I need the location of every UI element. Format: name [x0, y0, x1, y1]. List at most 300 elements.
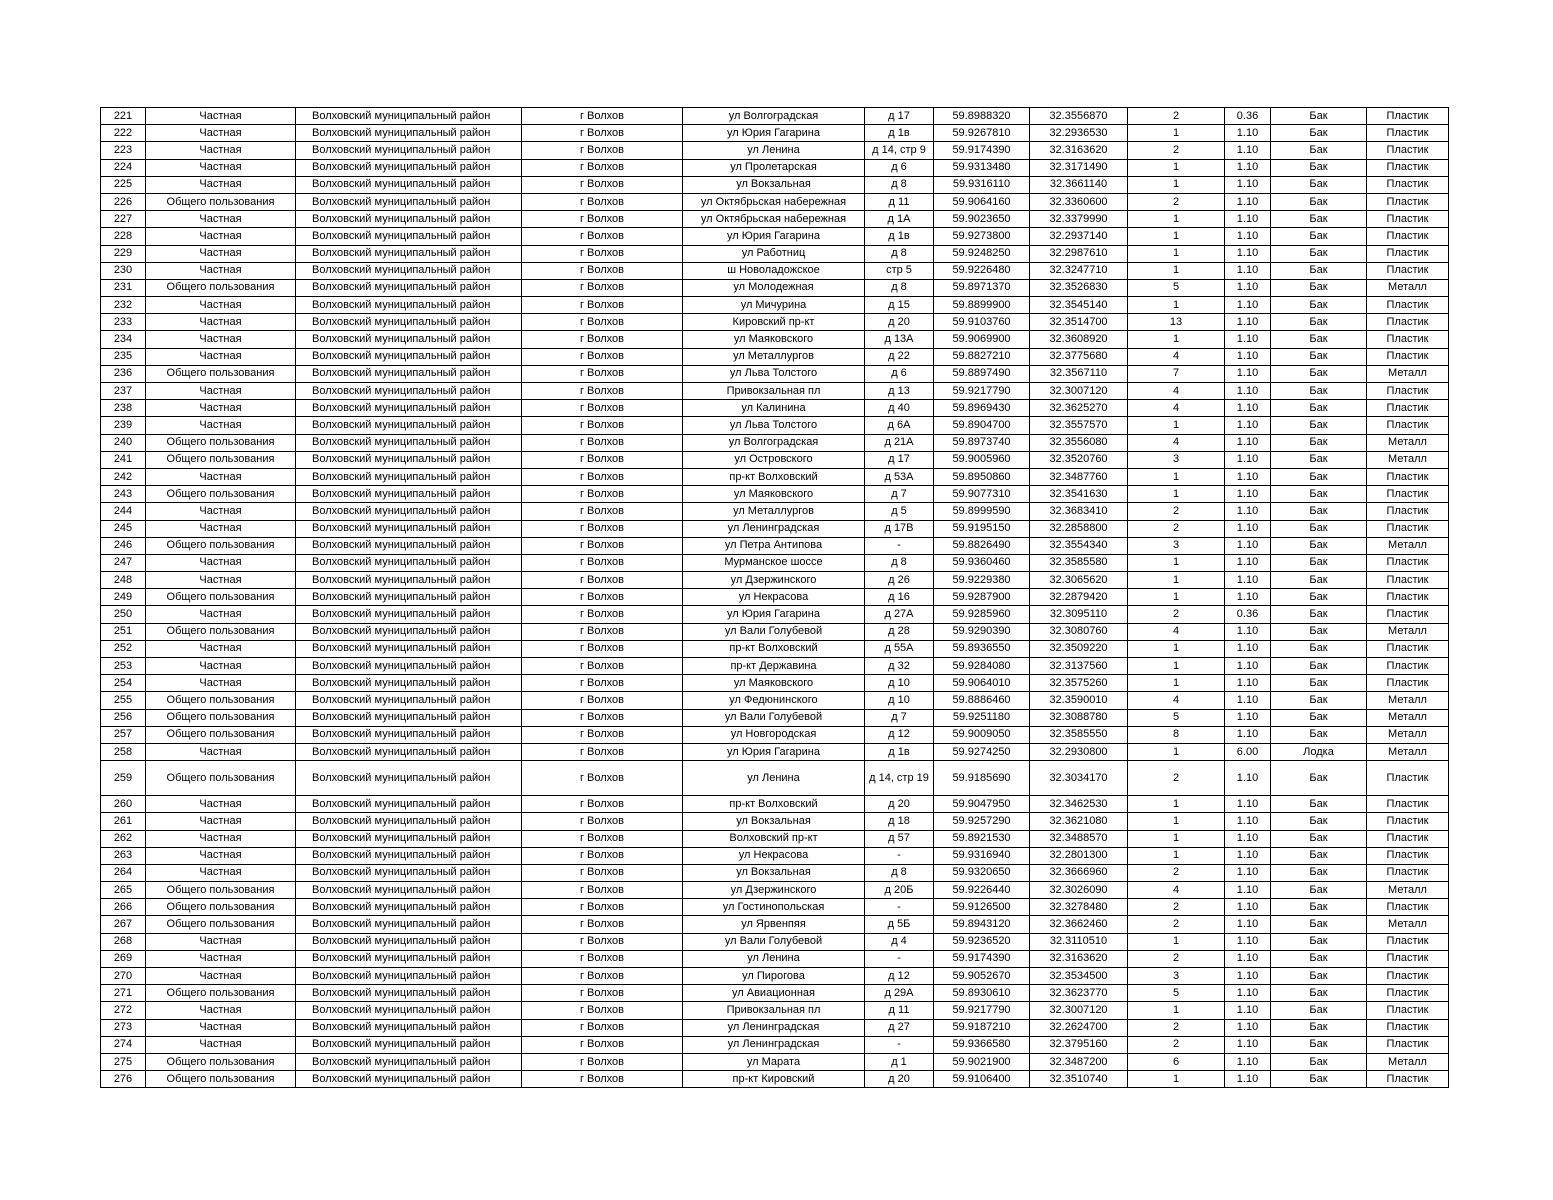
latitude-cell: 59.9187210: [934, 1019, 1030, 1036]
street-cell: ул Работниц: [683, 245, 865, 262]
longitude-cell: 32.2801300: [1030, 847, 1128, 864]
container-volume-cell: 1.10: [1225, 245, 1271, 262]
ownership-type-cell: Частная: [146, 142, 296, 159]
latitude-cell: 59.9103760: [934, 314, 1030, 331]
row-number-cell: 274: [101, 1036, 146, 1053]
municipal-district-cell: Волховский муниципальный район: [296, 830, 522, 847]
settlement-cell: г Волхов: [522, 916, 683, 933]
container-count-cell: 1: [1128, 297, 1225, 314]
ownership-type-cell: Частная: [146, 520, 296, 537]
latitude-cell: 59.9077310: [934, 486, 1030, 503]
container-volume-cell: 1.10: [1225, 331, 1271, 348]
row-number-cell: 244: [101, 503, 146, 520]
container-volume-cell: 0.36: [1225, 606, 1271, 623]
settlement-cell: г Волхов: [522, 1002, 683, 1019]
settlement-cell: г Волхов: [522, 520, 683, 537]
container-type-cell: Бак: [1271, 176, 1367, 193]
building-cell: д 12: [865, 726, 934, 743]
container-type-cell: Бак: [1271, 279, 1367, 296]
container-count-cell: 2: [1128, 864, 1225, 881]
municipal-district-cell: Волховский муниципальный район: [296, 864, 522, 881]
settlement-cell: г Волхов: [522, 297, 683, 314]
container-material-cell: Пластик: [1367, 314, 1449, 331]
container-volume-cell: 1.10: [1225, 675, 1271, 692]
municipal-district-cell: Волховский муниципальный район: [296, 761, 522, 796]
street-cell: пр-кт Кировский: [683, 1071, 865, 1088]
longitude-cell: 32.3488570: [1030, 830, 1128, 847]
latitude-cell: 59.9126500: [934, 899, 1030, 916]
ownership-type-cell: Частная: [146, 176, 296, 193]
row-number-cell: 238: [101, 400, 146, 417]
settlement-cell: г Волхов: [522, 709, 683, 726]
settlement-cell: г Волхов: [522, 468, 683, 485]
container-volume-cell: 1.10: [1225, 314, 1271, 331]
settlement-cell: г Волхов: [522, 262, 683, 279]
table-row: [101, 692, 1449, 709]
ownership-type-cell: Частная: [146, 640, 296, 657]
settlement-cell: г Волхов: [522, 314, 683, 331]
container-volume-cell: 1.10: [1225, 1002, 1271, 1019]
municipal-district-cell: Волховский муниципальный район: [296, 692, 522, 709]
container-material-cell: Пластик: [1367, 847, 1449, 864]
settlement-cell: г Волхов: [522, 228, 683, 245]
container-volume-cell: 1.10: [1225, 297, 1271, 314]
container-volume-cell: 1.10: [1225, 950, 1271, 967]
municipal-district-cell: Волховский муниципальный район: [296, 1036, 522, 1053]
longitude-cell: 32.2858800: [1030, 520, 1128, 537]
settlement-cell: г Волхов: [522, 675, 683, 692]
container-type-cell: Бак: [1271, 830, 1367, 847]
settlement-cell: г Волхов: [522, 1071, 683, 1088]
container-type-cell: Бак: [1271, 314, 1367, 331]
municipal-district-cell: Волховский муниципальный район: [296, 743, 522, 760]
container-volume-cell: 1.10: [1225, 1036, 1271, 1053]
container-count-cell: 4: [1128, 348, 1225, 365]
table-row: [101, 640, 1449, 657]
settlement-cell: г Волхов: [522, 882, 683, 899]
building-cell: д 53А: [865, 468, 934, 485]
container-count-cell: 1: [1128, 211, 1225, 228]
building-cell: д 20Б: [865, 882, 934, 899]
container-count-cell: 1: [1128, 125, 1225, 142]
table-row: [101, 486, 1449, 503]
street-cell: ул Ленинградская: [683, 1036, 865, 1053]
street-cell: ул Ленинградская: [683, 1019, 865, 1036]
street-cell: Привокзальная пл: [683, 1002, 865, 1019]
building-cell: д 29А: [865, 985, 934, 1002]
municipal-district-cell: Волховский муниципальный район: [296, 847, 522, 864]
container-type-cell: Бак: [1271, 882, 1367, 899]
municipal-district-cell: Волховский муниципальный район: [296, 383, 522, 400]
street-cell: ул Маяковского: [683, 331, 865, 348]
container-volume-cell: 1.10: [1225, 1053, 1271, 1070]
street-cell: ул Дзержинского: [683, 882, 865, 899]
container-count-cell: 1: [1128, 796, 1225, 813]
table-row: [101, 331, 1449, 348]
latitude-cell: 59.9284080: [934, 658, 1030, 675]
ownership-type-cell: Частная: [146, 933, 296, 950]
container-count-cell: 2: [1128, 606, 1225, 623]
municipal-district-cell: Волховский муниципальный район: [296, 262, 522, 279]
settlement-cell: г Волхов: [522, 692, 683, 709]
container-count-cell: 2: [1128, 916, 1225, 933]
row-number-cell: 246: [101, 537, 146, 554]
container-count-cell: 2: [1128, 899, 1225, 916]
table-row: [101, 968, 1449, 985]
street-cell: ул Юрия Гагарина: [683, 743, 865, 760]
container-count-cell: 2: [1128, 1036, 1225, 1053]
latitude-cell: 59.9251180: [934, 709, 1030, 726]
settlement-cell: г Волхов: [522, 554, 683, 571]
building-cell: д 27А: [865, 606, 934, 623]
container-volume-cell: 1.10: [1225, 193, 1271, 210]
municipal-district-cell: Волховский муниципальный район: [296, 899, 522, 916]
building-cell: д 15: [865, 297, 934, 314]
longitude-cell: 32.3509220: [1030, 640, 1128, 657]
longitude-cell: 32.3095110: [1030, 606, 1128, 623]
row-number-cell: 224: [101, 159, 146, 176]
latitude-cell: 59.9229380: [934, 572, 1030, 589]
table-row: [101, 245, 1449, 262]
municipal-district-cell: Волховский муниципальный район: [296, 520, 522, 537]
row-number-cell: 256: [101, 709, 146, 726]
building-cell: д 16: [865, 589, 934, 606]
settlement-cell: г Волхов: [522, 1036, 683, 1053]
longitude-cell: 32.3080760: [1030, 623, 1128, 640]
container-material-cell: Пластик: [1367, 950, 1449, 967]
container-count-cell: 1: [1128, 933, 1225, 950]
row-number-cell: 237: [101, 383, 146, 400]
latitude-cell: 59.9064010: [934, 675, 1030, 692]
building-cell: д 1в: [865, 743, 934, 760]
container-volume-cell: 1.10: [1225, 640, 1271, 657]
longitude-cell: 32.3171490: [1030, 159, 1128, 176]
street-cell: ул Молодежная: [683, 279, 865, 296]
container-count-cell: 1: [1128, 331, 1225, 348]
ownership-type-cell: Частная: [146, 847, 296, 864]
building-cell: стр 5: [865, 262, 934, 279]
building-cell: д 1в: [865, 228, 934, 245]
building-cell: д 10: [865, 692, 934, 709]
container-material-cell: Пластик: [1367, 985, 1449, 1002]
container-volume-cell: 1.10: [1225, 348, 1271, 365]
municipal-district-cell: Волховский муниципальный район: [296, 417, 522, 434]
row-number-cell: 226: [101, 193, 146, 210]
table-row: [101, 761, 1449, 796]
container-material-cell: Пластик: [1367, 503, 1449, 520]
row-number-cell: 272: [101, 1002, 146, 1019]
container-count-cell: 1: [1128, 554, 1225, 571]
container-type-cell: Бак: [1271, 417, 1367, 434]
ownership-type-cell: Частная: [146, 262, 296, 279]
container-volume-cell: 6.00: [1225, 743, 1271, 760]
container-type-cell: Лодка: [1271, 743, 1367, 760]
container-type-cell: Бак: [1271, 125, 1367, 142]
container-count-cell: 2: [1128, 193, 1225, 210]
table-row: [101, 813, 1449, 830]
table-row: [101, 451, 1449, 468]
container-material-cell: Пластик: [1367, 176, 1449, 193]
building-cell: д 57: [865, 830, 934, 847]
building-cell: д 6: [865, 365, 934, 382]
row-number-cell: 258: [101, 743, 146, 760]
container-count-cell: 1: [1128, 159, 1225, 176]
municipal-district-cell: Волховский муниципальный район: [296, 228, 522, 245]
ownership-type-cell: Частная: [146, 211, 296, 228]
ownership-type-cell: Общего пользования: [146, 761, 296, 796]
ownership-type-cell: Частная: [146, 1019, 296, 1036]
container-count-cell: 1: [1128, 743, 1225, 760]
settlement-cell: г Волхов: [522, 331, 683, 348]
table-row: [101, 468, 1449, 485]
street-cell: пр-кт Державина: [683, 658, 865, 675]
settlement-cell: г Волхов: [522, 451, 683, 468]
building-cell: д 17: [865, 451, 934, 468]
container-type-cell: Бак: [1271, 108, 1367, 125]
container-type-cell: Бак: [1271, 796, 1367, 813]
street-cell: ул Вали Голубевой: [683, 709, 865, 726]
latitude-cell: 59.9290390: [934, 623, 1030, 640]
table-row: [101, 743, 1449, 760]
settlement-cell: г Волхов: [522, 899, 683, 916]
municipal-district-cell: Волховский муниципальный район: [296, 813, 522, 830]
municipal-district-cell: Волховский муниципальный район: [296, 503, 522, 520]
row-number-cell: 269: [101, 950, 146, 967]
container-material-cell: Пластик: [1367, 486, 1449, 503]
building-cell: -: [865, 537, 934, 554]
ownership-type-cell: Частная: [146, 417, 296, 434]
container-volume-cell: 1.10: [1225, 279, 1271, 296]
row-number-cell: 263: [101, 847, 146, 864]
container-material-cell: Металл: [1367, 623, 1449, 640]
container-type-cell: Бак: [1271, 365, 1367, 382]
municipal-district-cell: Волховский муниципальный район: [296, 193, 522, 210]
settlement-cell: г Волхов: [522, 537, 683, 554]
building-cell: д 13А: [865, 331, 934, 348]
container-material-cell: Металл: [1367, 537, 1449, 554]
ownership-type-cell: Частная: [146, 606, 296, 623]
container-material-cell: Пластик: [1367, 245, 1449, 262]
latitude-cell: 59.9009050: [934, 726, 1030, 743]
longitude-cell: 32.3110510: [1030, 933, 1128, 950]
building-cell: д 8: [865, 554, 934, 571]
container-type-cell: Бак: [1271, 193, 1367, 210]
container-material-cell: Металл: [1367, 709, 1449, 726]
settlement-cell: г Волхов: [522, 383, 683, 400]
container-count-cell: 4: [1128, 400, 1225, 417]
container-volume-cell: 1.10: [1225, 451, 1271, 468]
longitude-cell: 32.3278480: [1030, 899, 1128, 916]
municipal-district-cell: Волховский муниципальный район: [296, 245, 522, 262]
municipal-district-cell: Волховский муниципальный район: [296, 486, 522, 503]
municipal-district-cell: Волховский муниципальный район: [296, 108, 522, 125]
building-cell: д 13: [865, 383, 934, 400]
latitude-cell: 59.9248250: [934, 245, 1030, 262]
container-count-cell: 1: [1128, 228, 1225, 245]
container-type-cell: Бак: [1271, 1019, 1367, 1036]
longitude-cell: 32.3065620: [1030, 572, 1128, 589]
longitude-cell: 32.3247710: [1030, 262, 1128, 279]
row-number-cell: 231: [101, 279, 146, 296]
municipal-district-cell: Волховский муниципальный район: [296, 554, 522, 571]
municipal-district-cell: Волховский муниципальный район: [296, 950, 522, 967]
building-cell: д 12: [865, 968, 934, 985]
container-type-cell: Бак: [1271, 692, 1367, 709]
container-volume-cell: 1.10: [1225, 159, 1271, 176]
container-count-cell: 1: [1128, 675, 1225, 692]
street-cell: ул Ленина: [683, 761, 865, 796]
container-type-cell: Бак: [1271, 434, 1367, 451]
container-count-cell: 1: [1128, 176, 1225, 193]
building-cell: д 18: [865, 813, 934, 830]
container-count-cell: 5: [1128, 709, 1225, 726]
longitude-cell: 32.3567110: [1030, 365, 1128, 382]
container-material-cell: Пластик: [1367, 211, 1449, 228]
building-cell: -: [865, 1036, 934, 1053]
container-type-cell: Бак: [1271, 1036, 1367, 1053]
ownership-type-cell: Частная: [146, 331, 296, 348]
building-cell: д 22: [865, 348, 934, 365]
building-cell: -: [865, 847, 934, 864]
container-volume-cell: 1.10: [1225, 383, 1271, 400]
table-row: [101, 950, 1449, 967]
container-type-cell: Бак: [1271, 142, 1367, 159]
row-number-cell: 236: [101, 365, 146, 382]
container-count-cell: 3: [1128, 451, 1225, 468]
container-volume-cell: 1.10: [1225, 228, 1271, 245]
latitude-cell: 59.9174390: [934, 142, 1030, 159]
municipal-district-cell: Волховский муниципальный район: [296, 159, 522, 176]
ownership-type-cell: Частная: [146, 468, 296, 485]
table-row: [101, 348, 1449, 365]
building-cell: д 7: [865, 486, 934, 503]
latitude-cell: 59.9360460: [934, 554, 1030, 571]
container-material-cell: Пластик: [1367, 933, 1449, 950]
building-cell: д 14, стр 9: [865, 142, 934, 159]
container-type-cell: Бак: [1271, 899, 1367, 916]
street-cell: ул Маяковского: [683, 486, 865, 503]
latitude-cell: 59.9047950: [934, 796, 1030, 813]
table-row: [101, 142, 1449, 159]
container-material-cell: Пластик: [1367, 108, 1449, 125]
table-row: [101, 933, 1449, 950]
container-material-cell: Пластик: [1367, 400, 1449, 417]
row-number-cell: 259: [101, 761, 146, 796]
street-cell: ул Новгородская: [683, 726, 865, 743]
row-number-cell: 245: [101, 520, 146, 537]
latitude-cell: 59.8921530: [934, 830, 1030, 847]
latitude-cell: 59.8973740: [934, 434, 1030, 451]
ownership-type-cell: Общего пользования: [146, 1053, 296, 1070]
container-type-cell: Бак: [1271, 211, 1367, 228]
container-type-cell: Бак: [1271, 348, 1367, 365]
container-volume-cell: 0.36: [1225, 108, 1271, 125]
latitude-cell: 59.8826490: [934, 537, 1030, 554]
container-volume-cell: 1.10: [1225, 211, 1271, 228]
street-cell: ул Вали Голубевой: [683, 623, 865, 640]
table-row: [101, 709, 1449, 726]
row-number-cell: 225: [101, 176, 146, 193]
longitude-cell: 32.3585550: [1030, 726, 1128, 743]
latitude-cell: 59.9287900: [934, 589, 1030, 606]
latitude-cell: 59.9217790: [934, 383, 1030, 400]
table-row: [101, 365, 1449, 382]
container-material-cell: Пластик: [1367, 159, 1449, 176]
municipal-district-cell: Волховский муниципальный район: [296, 985, 522, 1002]
table-row: [101, 503, 1449, 520]
container-material-cell: Пластик: [1367, 589, 1449, 606]
container-count-cell: 1: [1128, 847, 1225, 864]
container-material-cell: Пластик: [1367, 813, 1449, 830]
container-volume-cell: 1.10: [1225, 796, 1271, 813]
building-cell: д 40: [865, 400, 934, 417]
latitude-cell: 59.8971370: [934, 279, 1030, 296]
municipal-district-cell: Волховский муниципальный район: [296, 348, 522, 365]
latitude-cell: 59.9106400: [934, 1071, 1030, 1088]
container-material-cell: Пластик: [1367, 142, 1449, 159]
street-cell: ш Новоладожское: [683, 262, 865, 279]
row-number-cell: 229: [101, 245, 146, 262]
latitude-cell: 59.8999590: [934, 503, 1030, 520]
longitude-cell: 32.3462530: [1030, 796, 1128, 813]
latitude-cell: 59.9366580: [934, 1036, 1030, 1053]
container-material-cell: Пластик: [1367, 297, 1449, 314]
container-material-cell: Пластик: [1367, 554, 1449, 571]
row-number-cell: 241: [101, 451, 146, 468]
municipal-district-cell: Волховский муниципальный район: [296, 125, 522, 142]
row-number-cell: 232: [101, 297, 146, 314]
building-cell: д 20: [865, 1071, 934, 1088]
building-cell: д 20: [865, 796, 934, 813]
container-volume-cell: 1.10: [1225, 830, 1271, 847]
street-cell: ул Металлургов: [683, 348, 865, 365]
container-type-cell: Бак: [1271, 950, 1367, 967]
street-cell: ул Пролетарская: [683, 159, 865, 176]
settlement-cell: г Волхов: [522, 589, 683, 606]
table-row: [101, 1036, 1449, 1053]
longitude-cell: 32.3379990: [1030, 211, 1128, 228]
container-type-cell: Бак: [1271, 589, 1367, 606]
settlement-cell: г Волхов: [522, 434, 683, 451]
longitude-cell: 32.3585580: [1030, 554, 1128, 571]
latitude-cell: 59.8950860: [934, 468, 1030, 485]
container-count-cell: 2: [1128, 503, 1225, 520]
table-row: [101, 108, 1449, 125]
settlement-cell: г Волхов: [522, 830, 683, 847]
table-row: [101, 211, 1449, 228]
settlement-cell: г Волхов: [522, 796, 683, 813]
table-row: [101, 279, 1449, 296]
container-volume-cell: 1.10: [1225, 176, 1271, 193]
container-type-cell: Бак: [1271, 228, 1367, 245]
settlement-cell: г Волхов: [522, 365, 683, 382]
longitude-cell: 32.2930800: [1030, 743, 1128, 760]
street-cell: Привокзальная пл: [683, 383, 865, 400]
container-type-cell: Бак: [1271, 503, 1367, 520]
municipal-district-cell: Волховский муниципальный район: [296, 726, 522, 743]
municipal-district-cell: Волховский муниципальный район: [296, 142, 522, 159]
ownership-type-cell: Общего пользования: [146, 451, 296, 468]
street-cell: ул Гостинопольская: [683, 899, 865, 916]
table-row: [101, 830, 1449, 847]
municipal-district-cell: Волховский муниципальный район: [296, 968, 522, 985]
street-cell: пр-кт Волховский: [683, 796, 865, 813]
ownership-type-cell: Общего пользования: [146, 985, 296, 1002]
building-cell: д 27: [865, 1019, 934, 1036]
municipal-district-cell: Волховский муниципальный район: [296, 589, 522, 606]
row-number-cell: 247: [101, 554, 146, 571]
street-cell: ул Октябрьская набережная: [683, 193, 865, 210]
